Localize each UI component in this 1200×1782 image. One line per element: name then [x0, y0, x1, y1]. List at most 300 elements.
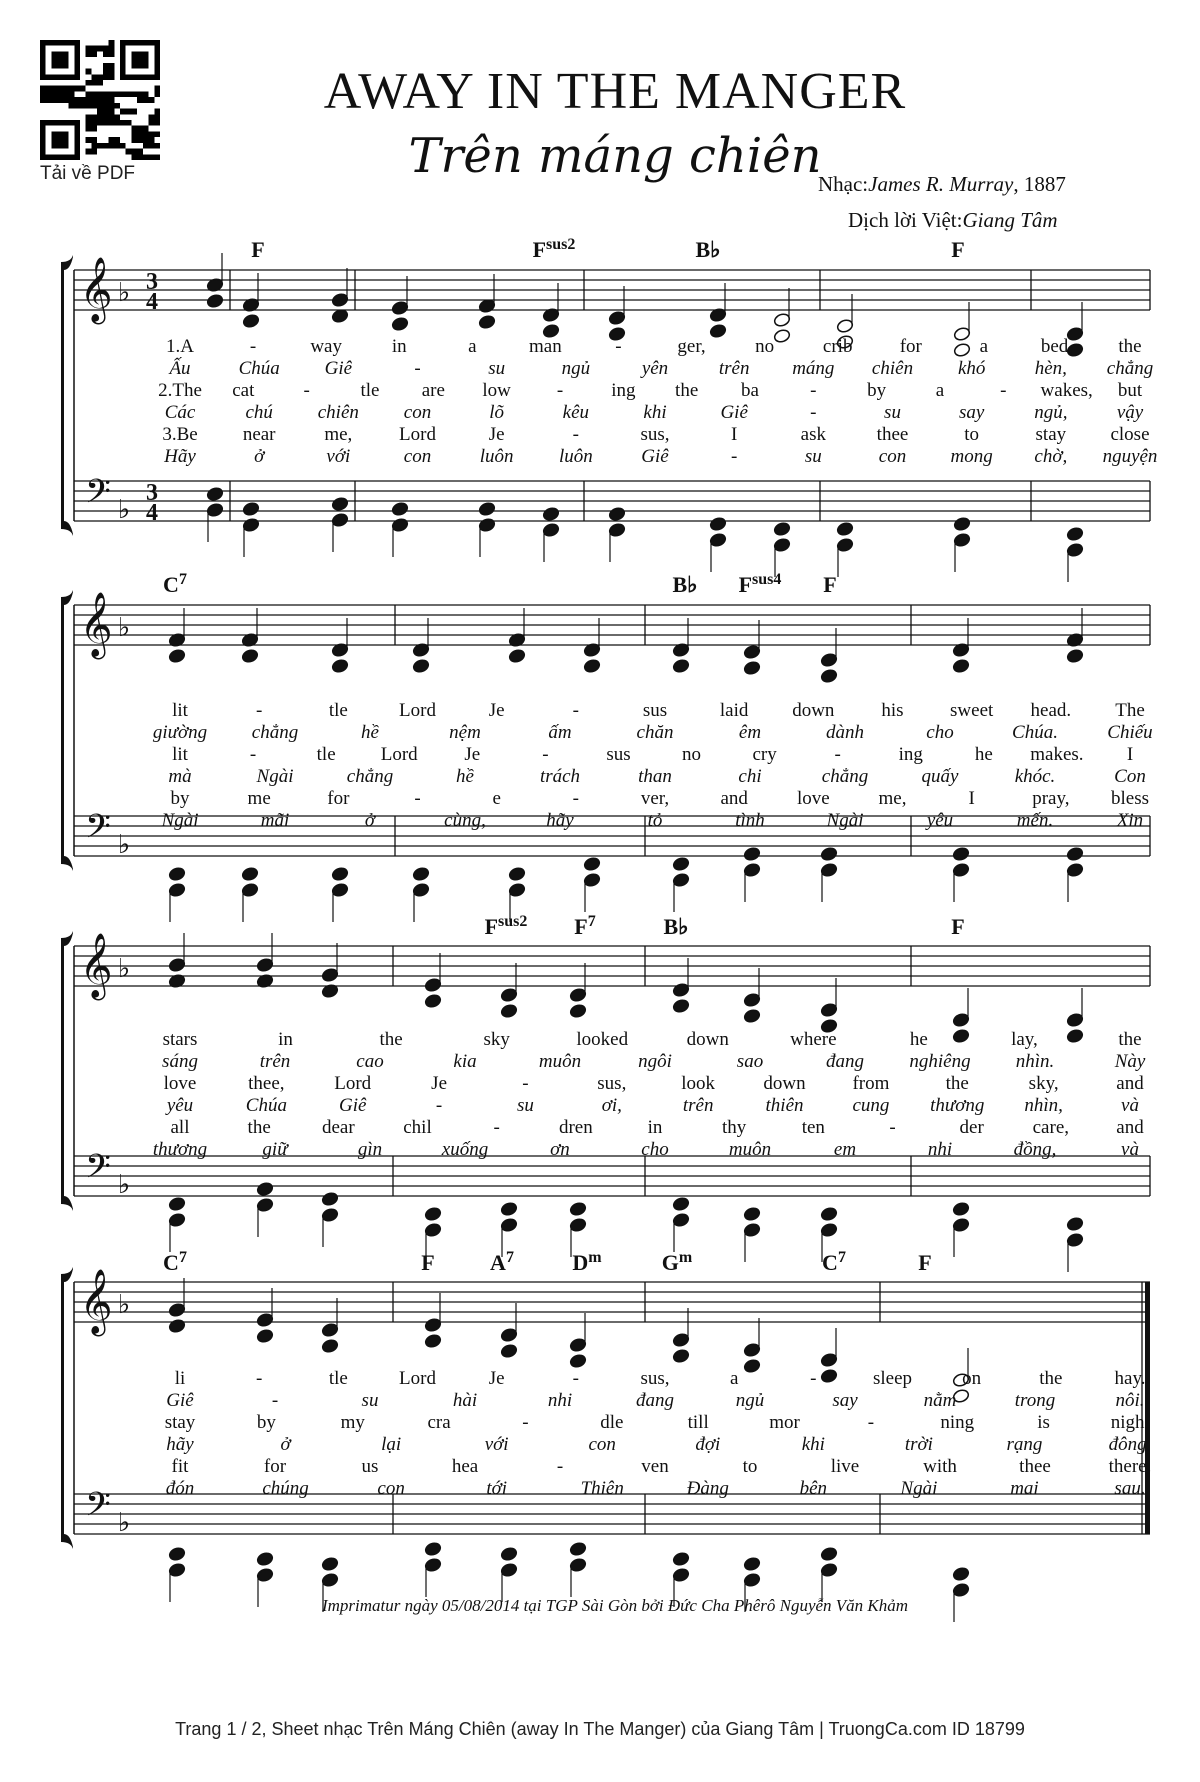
- lyric-word-english: e: [492, 788, 501, 809]
- soprano-notehead: [391, 316, 409, 331]
- lyric-word-english: sweet: [950, 700, 994, 721]
- bass-notehead: [331, 512, 349, 527]
- lyric-word-vietnamese: ở: [280, 1434, 291, 1455]
- chord-symbol: $D^m$: [572, 1249, 602, 1275]
- bass-notehead: [608, 506, 626, 521]
- lyric-word-english: dren: [558, 1117, 593, 1138]
- lyric-word-english: a: [979, 336, 989, 357]
- lyric-word-english: look: [681, 1073, 716, 1094]
- key-signature-flat: ♭: [117, 954, 131, 983]
- lyric-word-english: pray,: [1032, 788, 1070, 809]
- soprano-notehead: [424, 977, 442, 992]
- bass-notehead: [672, 1567, 690, 1582]
- soprano-notehead: [569, 1353, 587, 1368]
- lyric-word-vietnamese: con: [878, 446, 907, 467]
- bass-notehead: [820, 846, 838, 861]
- treble-clef: 𝄞: [79, 592, 113, 657]
- lyric-word-vietnamese: chúng: [262, 1478, 309, 1499]
- lyric-word-english: on: [962, 1368, 982, 1389]
- bass-notehead: [953, 516, 971, 531]
- lyric-word-vietnamese: hãy: [546, 810, 574, 831]
- bass-notehead: [424, 1222, 442, 1237]
- bass-notehead: [743, 1206, 761, 1221]
- lyric-word-vietnamese: su: [361, 1390, 379, 1411]
- lyric-word-vietnamese: khó: [957, 358, 986, 379]
- lyric-word-vietnamese: su: [884, 402, 901, 423]
- lyric-word-vietnamese: -: [435, 1095, 443, 1116]
- lyric-word-vietnamese: trên: [718, 358, 750, 379]
- lyric-word-vietnamese: -: [414, 358, 421, 379]
- lyric-word-vietnamese: hề: [361, 722, 379, 743]
- lyric-word-english: ing: [898, 744, 923, 765]
- lyric-word-vietnamese: khóc.: [1014, 766, 1056, 787]
- bass-notehead: [241, 866, 259, 881]
- bass-notehead: [508, 882, 526, 897]
- download-pdf-link[interactable]: Tải về PDF: [40, 163, 136, 184]
- bass-notehead: [424, 1557, 442, 1572]
- lyric-word-english: in: [647, 1117, 663, 1138]
- lyric-word-vietnamese: thương: [930, 1095, 985, 1116]
- lyric-word-vietnamese: Đàng: [686, 1478, 729, 1499]
- soprano-notehead: [820, 652, 838, 667]
- lyric-word-english: ing: [611, 380, 636, 401]
- treble-clef: 𝄞: [79, 933, 113, 998]
- chord-symbol: $G^m$: [661, 1249, 693, 1275]
- lyric-word-vietnamese: say: [832, 1390, 858, 1411]
- lyric-word-vietnamese: Ngài: [826, 810, 864, 831]
- lyric-word-vietnamese: rạng: [1006, 1434, 1043, 1455]
- lyric-word-vietnamese: em: [833, 1139, 857, 1160]
- lyric-word-english: dear: [321, 1117, 355, 1138]
- lyric-word-english: there.: [1108, 1456, 1152, 1477]
- lyric-word-english: love: [163, 1073, 197, 1094]
- lyric-word-vietnamese: yên: [641, 358, 669, 379]
- lyric-word-english: the: [1039, 1368, 1063, 1389]
- bass-notehead: [412, 882, 430, 897]
- lyric-word-english: stars: [162, 1029, 198, 1050]
- chord-symbol: B♭: [672, 572, 698, 597]
- lyric-word-english: sus,: [640, 424, 670, 445]
- page-footer: Trang 1 / 2, Sheet nhạc Trên Máng Chiên (away In The Manger) của Giang Tâm | TruongCa.com ID 18799: [175, 1719, 1025, 1739]
- chord-symbol: $A^7$: [490, 1249, 514, 1275]
- lyric-word-vietnamese: sao: [736, 1051, 764, 1072]
- lyric-word-vietnamese: Chúa: [238, 358, 280, 379]
- treble-clef: 𝄞: [79, 1269, 113, 1334]
- lyric-word-english: -: [542, 744, 549, 765]
- lyric-word-english: a: [468, 336, 477, 357]
- soprano-notehead: [743, 992, 761, 1007]
- chord-symbol: F: [421, 1250, 435, 1275]
- lyric-word-english: in: [278, 1029, 293, 1050]
- lyric-word-english: -: [572, 424, 579, 445]
- lyric-word-vietnamese: ở: [364, 810, 376, 831]
- lyric-word-vietnamese: bên: [799, 1478, 828, 1499]
- lyric-word-vietnamese: chẳng: [821, 766, 869, 787]
- bass-notehead: [952, 1217, 970, 1232]
- soprano-notehead: [1066, 1012, 1084, 1027]
- lyric-word-vietnamese: su: [488, 358, 506, 379]
- soprano-notehead: [321, 967, 339, 982]
- soprano-notehead: [583, 658, 601, 673]
- lyric-word-vietnamese: nhi: [547, 1390, 573, 1411]
- soprano-notehead: [391, 300, 409, 315]
- lyric-word-english: by: [867, 380, 887, 401]
- soprano-notehead: [424, 993, 442, 1008]
- lyric-word-english: down: [686, 1029, 729, 1050]
- lyric-word-vietnamese: Giê: [324, 358, 353, 379]
- lyric-word-vietnamese: Chiếu: [1107, 722, 1153, 743]
- song-subtitle: Trên máng chiên: [408, 128, 822, 184]
- key-signature-flat: ♭: [117, 1508, 131, 1537]
- soprano-notehead: [256, 957, 274, 972]
- bass-notehead: [672, 1551, 690, 1566]
- bass-notehead: [672, 872, 690, 887]
- lyric-word-vietnamese: Chúa: [245, 1095, 287, 1116]
- score-system-4: [61, 1249, 1151, 1622]
- soprano-notehead: [569, 1003, 587, 1018]
- soprano-notehead: [500, 1327, 518, 1342]
- bass-notehead: [168, 1546, 186, 1561]
- soprano-notehead: [820, 1352, 838, 1367]
- lyric-word-english: Lord: [399, 1368, 436, 1389]
- lyric-word-vietnamese: trên: [682, 1095, 714, 1116]
- bass-notehead: [391, 501, 409, 516]
- lyric-word-vietnamese: Ngài: [161, 810, 199, 831]
- bass-notehead: [391, 517, 409, 532]
- lyric-word-english: low: [482, 380, 511, 401]
- soprano-notehead: [478, 314, 496, 329]
- soprano-notehead: [743, 644, 761, 659]
- soprano-notehead: [500, 1003, 518, 1018]
- lyric-word-english: 1.A: [166, 336, 194, 357]
- lyric-word-vietnamese: sau.: [1114, 1478, 1146, 1499]
- lyric-word-vietnamese: giường: [152, 722, 208, 743]
- bass-notehead: [820, 862, 838, 877]
- lyric-word-english: -: [572, 1368, 579, 1389]
- lyric-word-vietnamese: Xin: [1116, 810, 1144, 831]
- lyric-word-vietnamese: Giê: [720, 402, 748, 423]
- lyric-word-english: thy: [722, 1117, 747, 1138]
- lyric-word-english: -: [256, 700, 263, 721]
- lyric-word-english: mor: [769, 1412, 800, 1433]
- lyric-word-vietnamese: muôn: [728, 1139, 772, 1160]
- lyric-word-english: me,: [324, 424, 353, 445]
- chord-symbol: F: [951, 914, 965, 939]
- lyric-word-vietnamese: luôn: [479, 446, 514, 467]
- lyric-word-vietnamese: con: [403, 446, 432, 467]
- bass-notehead: [168, 1212, 186, 1227]
- lyric-word-vietnamese: chăn: [636, 722, 674, 743]
- time-signature-top: 3: [146, 269, 158, 295]
- bass-notehead: [743, 1222, 761, 1237]
- lyric-word-vietnamese: Chúa.: [1012, 722, 1058, 743]
- bass-notehead: [168, 1562, 186, 1577]
- lyric-word-vietnamese: trong: [1014, 1390, 1056, 1411]
- lyric-word-vietnamese: quấy: [921, 766, 959, 787]
- lyric-word-vietnamese: khi: [801, 1434, 825, 1455]
- chord-symbol: F: [251, 237, 265, 262]
- lyric-word-english: Je: [488, 1368, 505, 1389]
- lyric-word-vietnamese: đợi: [695, 1434, 721, 1455]
- lyric-word-vietnamese: dành: [826, 722, 864, 743]
- soprano-notehead: [331, 658, 349, 673]
- lyric-word-vietnamese: Giê: [166, 1390, 194, 1411]
- lyric-word-vietnamese: kêu: [562, 402, 590, 423]
- lyric-word-english: the: [675, 380, 699, 401]
- key-signature-flat: ♭: [117, 830, 131, 859]
- chord-symbol: $C^7$: [163, 571, 187, 597]
- lyric-word-english: ven: [641, 1456, 669, 1477]
- lyric-word-vietnamese: gìn: [357, 1139, 383, 1160]
- soprano-notehead: [242, 313, 260, 328]
- time-signature-top: 3: [146, 480, 158, 506]
- bass-notehead: [242, 501, 260, 516]
- lyric-word-english: down: [792, 700, 835, 721]
- lyric-word-english: by: [256, 1412, 276, 1433]
- lyric-word-vietnamese: mong: [950, 446, 993, 467]
- lyric-word-english: cra: [427, 1412, 451, 1433]
- soprano-notehead: [820, 1368, 838, 1383]
- lyric-word-vietnamese: thiên: [765, 1095, 804, 1116]
- system-bracket: [61, 590, 73, 871]
- lyric-word-vietnamese: nằm: [923, 1390, 957, 1411]
- lyric-word-english: down: [763, 1073, 806, 1094]
- lyric-word-english: to: [742, 1456, 758, 1477]
- lyric-word-english: stay: [164, 1412, 196, 1433]
- bass-notehead: [569, 1217, 587, 1232]
- lyric-word-english: sky: [483, 1029, 510, 1050]
- soprano-notehead: [241, 648, 259, 663]
- bass-notehead: [256, 1197, 274, 1212]
- bass-notehead: [743, 1556, 761, 1571]
- lyric-word-english: -: [249, 336, 257, 357]
- lyric-word-english: -: [303, 380, 310, 401]
- soprano-notehead: [256, 1312, 274, 1327]
- lyric-word-english: and: [1116, 1117, 1144, 1138]
- lyric-word-vietnamese: với: [326, 446, 351, 467]
- bass-notehead: [478, 517, 496, 532]
- lyric-word-english: bless: [1111, 788, 1149, 809]
- lyric-word-english: dle: [600, 1412, 624, 1433]
- bass-notehead: [952, 862, 970, 877]
- lyric-word-vietnamese: nhìn,: [1024, 1095, 1063, 1116]
- lyric-word-english: wakes,: [1040, 380, 1093, 401]
- lyric-word-english: thee: [1019, 1456, 1051, 1477]
- lyric-word-english: 3.Be: [162, 424, 198, 445]
- bass-notehead: [331, 866, 349, 881]
- lyric-word-vietnamese: ngủ: [561, 358, 591, 379]
- soprano-notehead: [168, 957, 186, 972]
- soprano-notehead: [743, 1342, 761, 1357]
- bass-notehead: [820, 1546, 838, 1561]
- lyric-word-vietnamese: thương: [152, 1139, 208, 1160]
- lyric-word-english: -: [572, 788, 579, 809]
- soprano-notehead: [952, 1028, 970, 1043]
- lyric-word-vietnamese: chiên: [871, 358, 914, 379]
- lyric-word-english: -: [615, 336, 622, 357]
- bass-notehead: [952, 846, 970, 861]
- soprano-notehead: [508, 648, 526, 663]
- lyric-word-vietnamese: chi: [738, 766, 762, 787]
- system-bracket: [61, 255, 73, 536]
- bass-notehead: [168, 866, 186, 881]
- soprano-notehead: [424, 1317, 442, 1332]
- key-signature-flat: ♭: [117, 495, 131, 524]
- lyric-word-english: lit: [172, 700, 188, 721]
- lyric-word-vietnamese: và: [1121, 1139, 1139, 1160]
- bass-notehead: [608, 522, 626, 537]
- lyric-word-english: sus,: [597, 1073, 627, 1094]
- lyric-word-english: -: [556, 1456, 564, 1477]
- song-title: AWAY IN THE MANGER: [323, 63, 907, 120]
- bass-notehead: [569, 1201, 587, 1216]
- bass-notehead: [743, 862, 761, 877]
- lyric-word-english: tle: [316, 744, 336, 765]
- lyric-word-vietnamese: chờ,: [1034, 446, 1068, 467]
- lyric-word-english: the: [247, 1117, 271, 1138]
- soprano-notehead: [953, 342, 971, 357]
- bass-notehead: [206, 502, 224, 517]
- lyric-word-english: way: [310, 336, 342, 357]
- lyric-word-vietnamese: nguyện: [1102, 446, 1158, 467]
- soprano-notehead: [743, 1358, 761, 1373]
- lyric-word-vietnamese: trách: [539, 766, 581, 787]
- system-bracket: [61, 1267, 73, 1549]
- lyric-word-vietnamese: muôn: [538, 1051, 582, 1072]
- bass-notehead: [424, 1206, 442, 1221]
- lyric-word-vietnamese: ơn: [550, 1139, 570, 1160]
- lyric-word-english: with: [923, 1456, 957, 1477]
- bass-notehead: [256, 1181, 274, 1196]
- bass-notehead: [672, 1196, 690, 1211]
- lyric-word-vietnamese: nghiêng: [909, 1051, 971, 1072]
- lyric-word-english: is: [1037, 1412, 1050, 1433]
- lyric-word-english: all: [170, 1117, 190, 1138]
- lyric-word-english: cry: [752, 744, 777, 765]
- lyric-word-english: where: [790, 1029, 837, 1050]
- treble-clef: 𝄞: [79, 257, 113, 322]
- bass-notehead: [743, 1572, 761, 1587]
- lyric-word-english: laid: [719, 700, 749, 721]
- soprano-notehead: [672, 998, 690, 1013]
- lyric-word-vietnamese: và: [1121, 1095, 1139, 1116]
- lyric-word-vietnamese: nôi.: [1115, 1390, 1145, 1411]
- lyric-word-english: -: [556, 380, 564, 401]
- score-system-1: [61, 236, 1157, 582]
- lyric-word-vietnamese: chẳng: [251, 722, 299, 743]
- soprano-notehead: [321, 1322, 339, 1337]
- lyric-word-vietnamese: mến.: [1016, 810, 1054, 831]
- bass-notehead: [500, 1562, 518, 1577]
- bass-notehead: [1066, 1216, 1084, 1231]
- bass-notehead: [773, 521, 791, 536]
- lyric-word-english: sleep: [872, 1368, 913, 1389]
- lyric-word-vietnamese: sáng: [162, 1051, 198, 1072]
- soprano-notehead: [952, 658, 970, 673]
- lyric-word-vietnamese: đồng,: [1013, 1139, 1057, 1160]
- lyric-word-vietnamese: yêu: [926, 810, 954, 831]
- lyric-word-vietnamese: đông.: [1108, 1434, 1152, 1455]
- lyric-word-english: sus: [606, 744, 631, 765]
- lyric-word-vietnamese: Con: [1114, 766, 1146, 787]
- lyric-word-vietnamese: mãi: [260, 810, 290, 831]
- bass-clef: 𝄢: [85, 808, 111, 854]
- lyric-word-english: li: [174, 1368, 186, 1389]
- time-signature-bottom: 4: [146, 289, 158, 315]
- lyric-word-english: stay: [1035, 424, 1067, 445]
- soprano-notehead: [773, 312, 791, 327]
- lyric-word-vietnamese: cung: [852, 1095, 890, 1116]
- chord-symbol: F: [918, 1250, 932, 1275]
- soprano-notehead: [820, 1002, 838, 1017]
- lyric-word-vietnamese: ấm: [548, 722, 572, 743]
- chord-symbol: $C^7$: [163, 1249, 187, 1275]
- lyric-word-vietnamese: than: [638, 766, 672, 787]
- lyric-word-english: tle: [328, 700, 348, 721]
- lyric-word-english: makes.: [1030, 744, 1084, 765]
- bass-notehead: [743, 846, 761, 861]
- bass-notehead: [241, 882, 259, 897]
- bass-notehead: [331, 882, 349, 897]
- bass-clef: 𝄢: [85, 1148, 111, 1194]
- bass-notehead: [1066, 542, 1084, 557]
- time-signature-bottom: 4: [146, 500, 158, 526]
- chord-symbol: F: [951, 237, 965, 262]
- lyric-word-vietnamese: cho: [641, 1139, 669, 1160]
- lyric-word-vietnamese: êm: [738, 722, 762, 743]
- lyric-word-vietnamese: luôn: [558, 446, 593, 467]
- lyric-word-english: -: [1000, 380, 1007, 401]
- lyric-word-english: fit: [171, 1456, 189, 1477]
- lyric-word-english: till: [687, 1412, 709, 1433]
- soprano-notehead: [168, 648, 186, 663]
- lyric-word-vietnamese: con: [377, 1478, 405, 1499]
- soprano-notehead: [500, 987, 518, 1002]
- bass-notehead: [953, 532, 971, 547]
- lyric-word-english: Je: [488, 700, 505, 721]
- system-bracket: [61, 931, 73, 1211]
- soprano-notehead: [709, 323, 727, 338]
- lyric-word-vietnamese: nệm: [449, 722, 481, 743]
- lyric-word-english: -: [249, 744, 257, 765]
- lyric-word-english: nigh.: [1110, 1412, 1150, 1433]
- lyric-word-english: for: [263, 1456, 287, 1477]
- lyric-word-vietnamese: ơi,: [601, 1095, 622, 1116]
- lyric-word-vietnamese: chẳng: [1106, 358, 1154, 379]
- bass-notehead: [672, 1212, 690, 1227]
- bass-notehead: [836, 537, 854, 552]
- bass-notehead: [478, 501, 496, 516]
- lyric-word-english: -: [493, 1117, 500, 1138]
- lyric-word-english: -: [522, 1412, 529, 1433]
- bass-notehead: [256, 1551, 274, 1566]
- lyric-word-vietnamese: cùng,: [444, 810, 486, 831]
- lyric-word-vietnamese: cao: [356, 1051, 384, 1072]
- bass-notehead: [321, 1207, 339, 1222]
- bass-notehead: [709, 516, 727, 531]
- lyric-word-english: in: [391, 336, 407, 357]
- lyric-word-english: hea: [451, 1456, 479, 1477]
- bass-notehead: [569, 1557, 587, 1572]
- lyric-word-english: ver,: [640, 788, 670, 809]
- lyric-word-vietnamese: ngôi: [638, 1051, 672, 1072]
- soprano-notehead: [569, 1337, 587, 1352]
- lyric-word-english: I: [968, 788, 975, 809]
- soprano-notehead: [412, 658, 430, 673]
- bass-notehead: [321, 1556, 339, 1571]
- lyric-word-english: Lord: [334, 1073, 372, 1094]
- lyric-word-english: care,: [1032, 1117, 1070, 1138]
